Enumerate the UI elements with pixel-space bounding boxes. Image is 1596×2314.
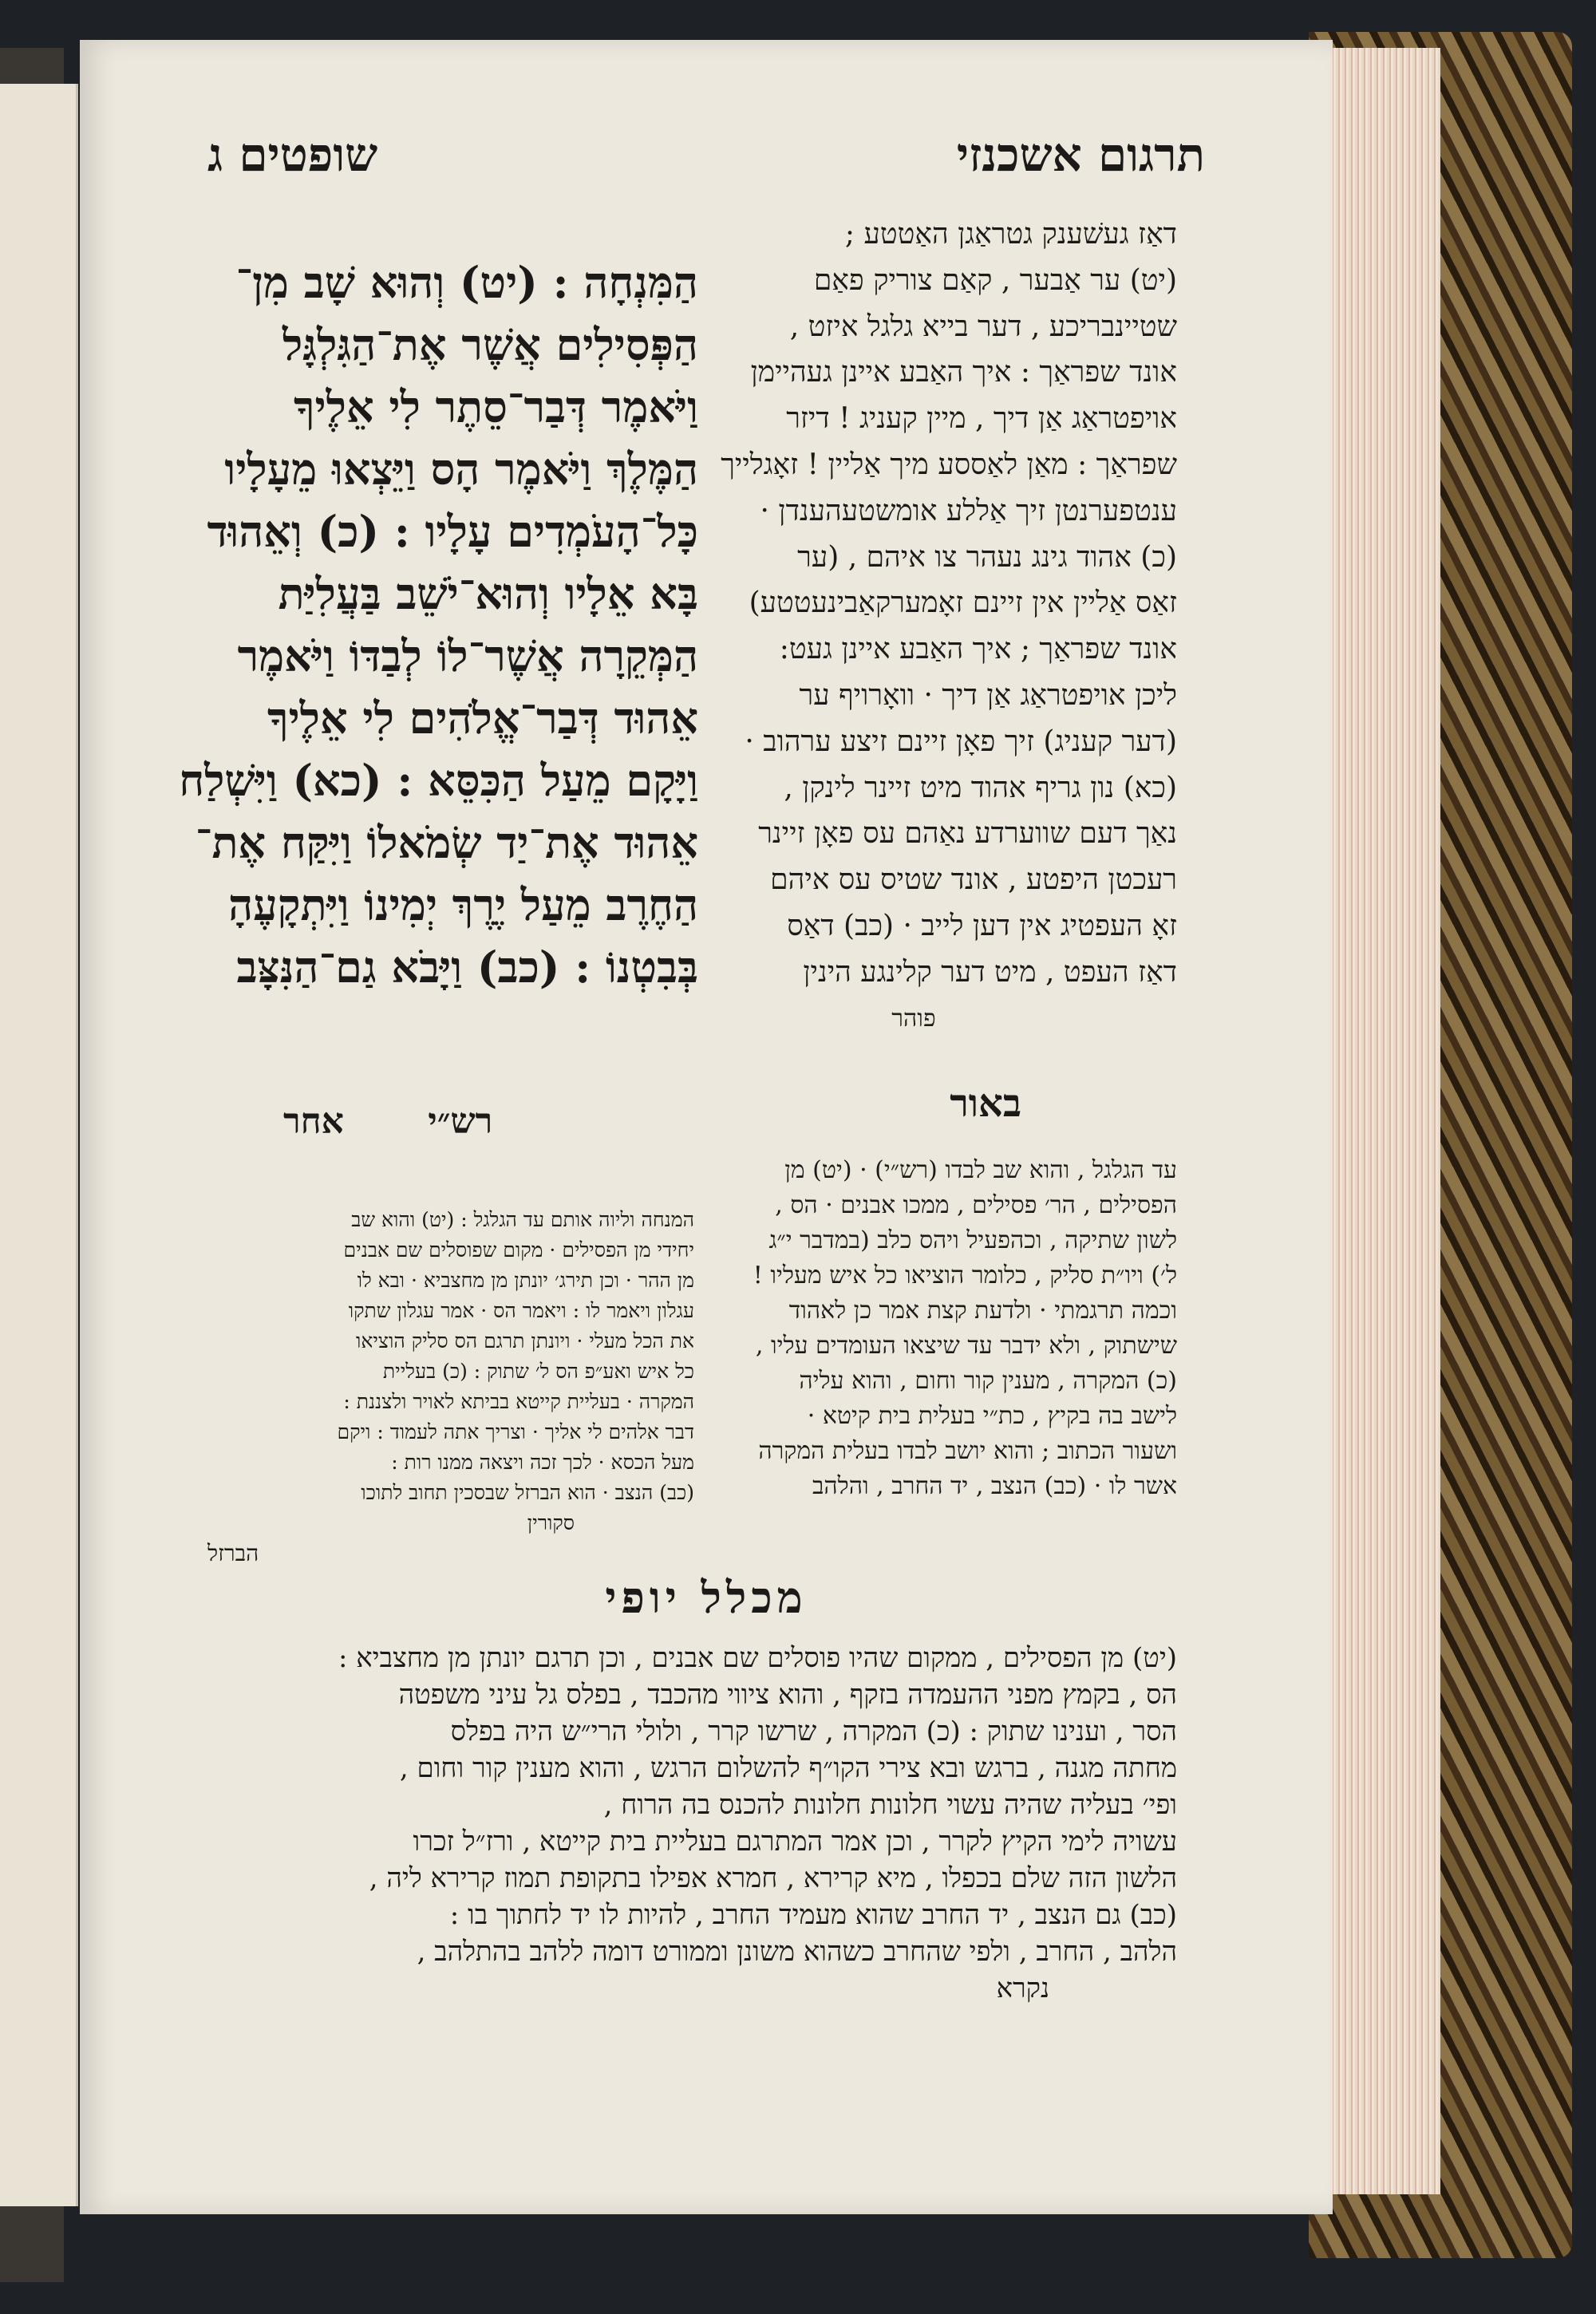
biur-line: לשון שתיקה , וכהפעיל ויהס כלב (במדבר י״ג [768,1226,1177,1254]
targum-line: זאַס אַליין אין זיינם זאָמערקאַבינעטטע) [749,586,1177,620]
targum-line: שפראַך : מאַן לאַססע מיך אַליין ! זאָגלייך [721,448,1177,481]
targum-line: ליכן אויפטראַג אַן דיך · וואָרויף ער [799,678,1177,712]
targum-line: ענטפערנטן זיך אַללע אומשטעהענדן · [760,494,1177,527]
targum-line: דאַז געשׁענק גטראַגן האַטטע ; [844,218,1177,251]
targum-line: (כא) נון גריף אהוד מיט זיינר לינקן , [784,771,1177,804]
rashi-line: מן ההר · וכן תירג׳ יונתן מן מחצביא · ובא לו [357,1269,694,1292]
hebrew-line: כָּל־הָעֹמְדִים עָלָיו : (כ) וְאֵהוּד [207,506,698,557]
rashi-line: כל איש ואע״פ הס ל׳ שתוק : (כ) בעליית [382,1360,694,1383]
book-page [80,40,1333,2214]
rashi-line: את הכל מעלי · ויונתן תרגם הס סליק הוציאו [355,1329,694,1352]
targum-line: רעכטן היפטע , אונד שטיס עס איהם [770,863,1177,897]
rashi-heading-main: רש״י [428,1101,493,1142]
running-head-left: שופטים ג [207,128,378,182]
rashi-column [176,1205,694,1569]
targum-line: (כ) אהוד גינג נעהר צו איהם , (ער [797,540,1177,574]
hebrew-line: בְּבִטְנוֹ : (כב) וַיָּבֹא גַם־הַנִּצָּב [236,942,698,993]
hebrew-line: אֵהוּד אֶת־יַד שְׂמֹאלוֹ וַיִּקַּח אֶת־ [195,817,698,868]
mikhlal-line: הס , בקמץ מפני ההעמדה בזקף , והוא ציווי מהכבד , בפלס גל עיני משפטה [398,1679,1177,1711]
biur-heading: באור [950,1081,1021,1126]
targum-line: שטיינבריכע , דער בייא גלגל איזט , [789,310,1177,343]
biur-line: שישתוק , ולא ידבר עד שיצאו העומדים עליו , [755,1332,1177,1360]
hebrew-line: בָּא אֵלָיו וְהוּא־יֹשֵׁב בַּעֲלִיַּת [278,568,698,619]
hebrew-line: וַיֹּאמֶר דְּבַר־סֵתֶר לִי אֵלֶיךָ [294,381,698,432]
rashi-line: דבר אלהים לי אליך · וצריך אתה לעמוד : ויקם [337,1420,694,1443]
targum-line: (יט) ער אַבער , קאַם צוריק פאַם [813,263,1177,297]
rashi-line: המנחה וליוה אותם עד הגלגל : (יט) והוא שב [351,1208,694,1231]
biur-line: לישב בה בקיץ , כת״י בעלית בית קיטא · [807,1402,1177,1430]
facing-page-edge [0,84,78,2206]
mikhlal-line: מחתה מגנה , ברגש ובא צירי הקו״ף להשלום הרגש , והוא מענין קור וחום , [399,1752,1177,1784]
biur-line: (כ) המקרה , מענין קור וחום , והוא עליה [799,1367,1177,1395]
rashi-heading [283,1101,492,1142]
mikhlal-line: הלהב , החרב , ולפי שהחרב כשהוא משונן וממורט דומה ללהב בהתלהב , [417,1936,1177,1968]
targum-catchword: פוהר [891,1004,936,1033]
biur-line: עד הגלגל , והוא שב לבדו (רש״י) · (יט) מן [784,1156,1177,1184]
targum-line: אויפטראַג אַן דיך , מיין קעניג ! דיזר [786,402,1177,436]
hebrew-line: הַמְּקֵרָה אֲשֶׁר־לוֹ לְבַדּוֹ וַיֹּאמֶר [237,630,698,681]
mikhlal-yofi-heading: מכלל יופי [605,1572,808,1623]
page-edges [1317,48,1440,2194]
targum-line: נאַך דעם שווערדע נאַהם עס פאָן זיינר [758,817,1177,851]
rashi-line: סקורין [527,1511,575,1534]
rashi-line: יחידי מן הפסילים · מקום שפוסלים שם אבנים [343,1238,694,1262]
mikhlal-line: עשויה לימי הקיץ לקרר , וכן אמר המתרגם בעליית בית קייטא , ורז״ל זכרו [413,1826,1177,1858]
running-head-right: תרגום אשכנזי [956,128,1205,182]
hebrew-line: הַחֶרֶב מֵעַל יֶרֶךְ יְמִינוֹ וַיִּתְקָעֶהָ [228,879,698,930]
rashi-heading-aside: אחר [283,1101,344,1142]
targum-line: (דער קעניג) זיך פאָן זיינם זיצע ערהוב · [745,725,1177,758]
mikhlal-line: ופי׳ בעליה שהיה עשוי חלונות חלונות להכנס בה הרוח , [603,1789,1177,1821]
mikhlal-line: (כב) גם הנצב , יד החרב שהוא מעמיד החרב , להיות לו יד לחתוך בו : [449,1899,1177,1931]
biur-column [650,1153,1177,1504]
hebrew-line: אֵהוּד דְּבַר־אֱלֹהִים לִי אֵלֶיךָ [267,693,698,744]
hebrew-line: הַפְּסִילִים אֲשֶׁר אֶת־הַגִּלְגָּל [282,319,698,370]
rashi-line: (כב) הנצב · הוא הברזל שבסכין תחוב לתוכו [361,1481,694,1504]
hebrew-line: וַיָּקָם מֵעַל הַכִּסֵּא : (כא) וַיִּשְׁלַח [179,755,698,806]
hebrew-text-column [116,251,698,998]
biur-line: ל׳) ויו״ת סליק , כלומר הוציאו כל איש מעליו ! [753,1262,1177,1289]
mikhlal-line: הלשון הזה שלם בכפלו , מיא קרירא , חמרא אפילו בתקופת תמוז קרירא ליה , [369,1862,1177,1894]
mikhlal-line: (יט) מן הפסילים , ממקום שהיו פוסלים שם אבנים , וכן תרגם יונתן מן מחצביא : [338,1642,1177,1674]
biur-line: אשר לו · (כב) הנצב , יד החרב , והלהב [812,1472,1177,1500]
mikhlal-line: הסר , וענינו שתוק : (כ) המקרה , שרשו קרר , ולולי הרי״ש היה בפלס [450,1716,1177,1747]
biur-line: הפסילים , הר׳ פסילים , ממכו אבנים · הס , [775,1191,1177,1219]
rashi-line: מעל הכסא · לכך זכה ויצאה ממנו רות : [391,1451,694,1474]
mikhlal-yofi-commentary [192,1640,1177,2007]
rashi-line: עגלון ויאמר לו : ויאמר הס · אמר עגלון שתקו [348,1299,694,1322]
rashi-line: המקרה · בעליית קייטא בביתא לאויר ולצננת : [343,1390,694,1413]
targum-line: אונד שפראַך ; איך האַבע איינן געט: [779,633,1177,666]
targum-column [650,211,1177,1041]
targum-line: דאַז העפט , מיט דער קלינגע הינין [803,955,1177,989]
targum-line: זאָ העפטיג אין דען לייב · (כב) דאַס [787,909,1177,942]
hebrew-line: הַמֶּלֶךְ וַיֹּאמֶר הָס וַיֵּצְאוּ מֵעָלָיו [224,444,698,495]
biur-line: וכמה תרגמתי · ולדעת קצת אמר כן לאהוד [788,1297,1177,1325]
hebrew-line: הַמִּנְחָה : (יט) וְהוּא שָׁב מִן־ [235,257,698,308]
targum-line: אונד שפראַך : איך האַבע איינן געהיימן [750,356,1177,389]
mikhlal-line: נקרא [996,1972,1049,2004]
rashi-catchword: הברזל [207,1540,259,1566]
biur-line: ושעור הכתוב ; והוא יושב לבדו בעלית המקרה [758,1437,1177,1465]
